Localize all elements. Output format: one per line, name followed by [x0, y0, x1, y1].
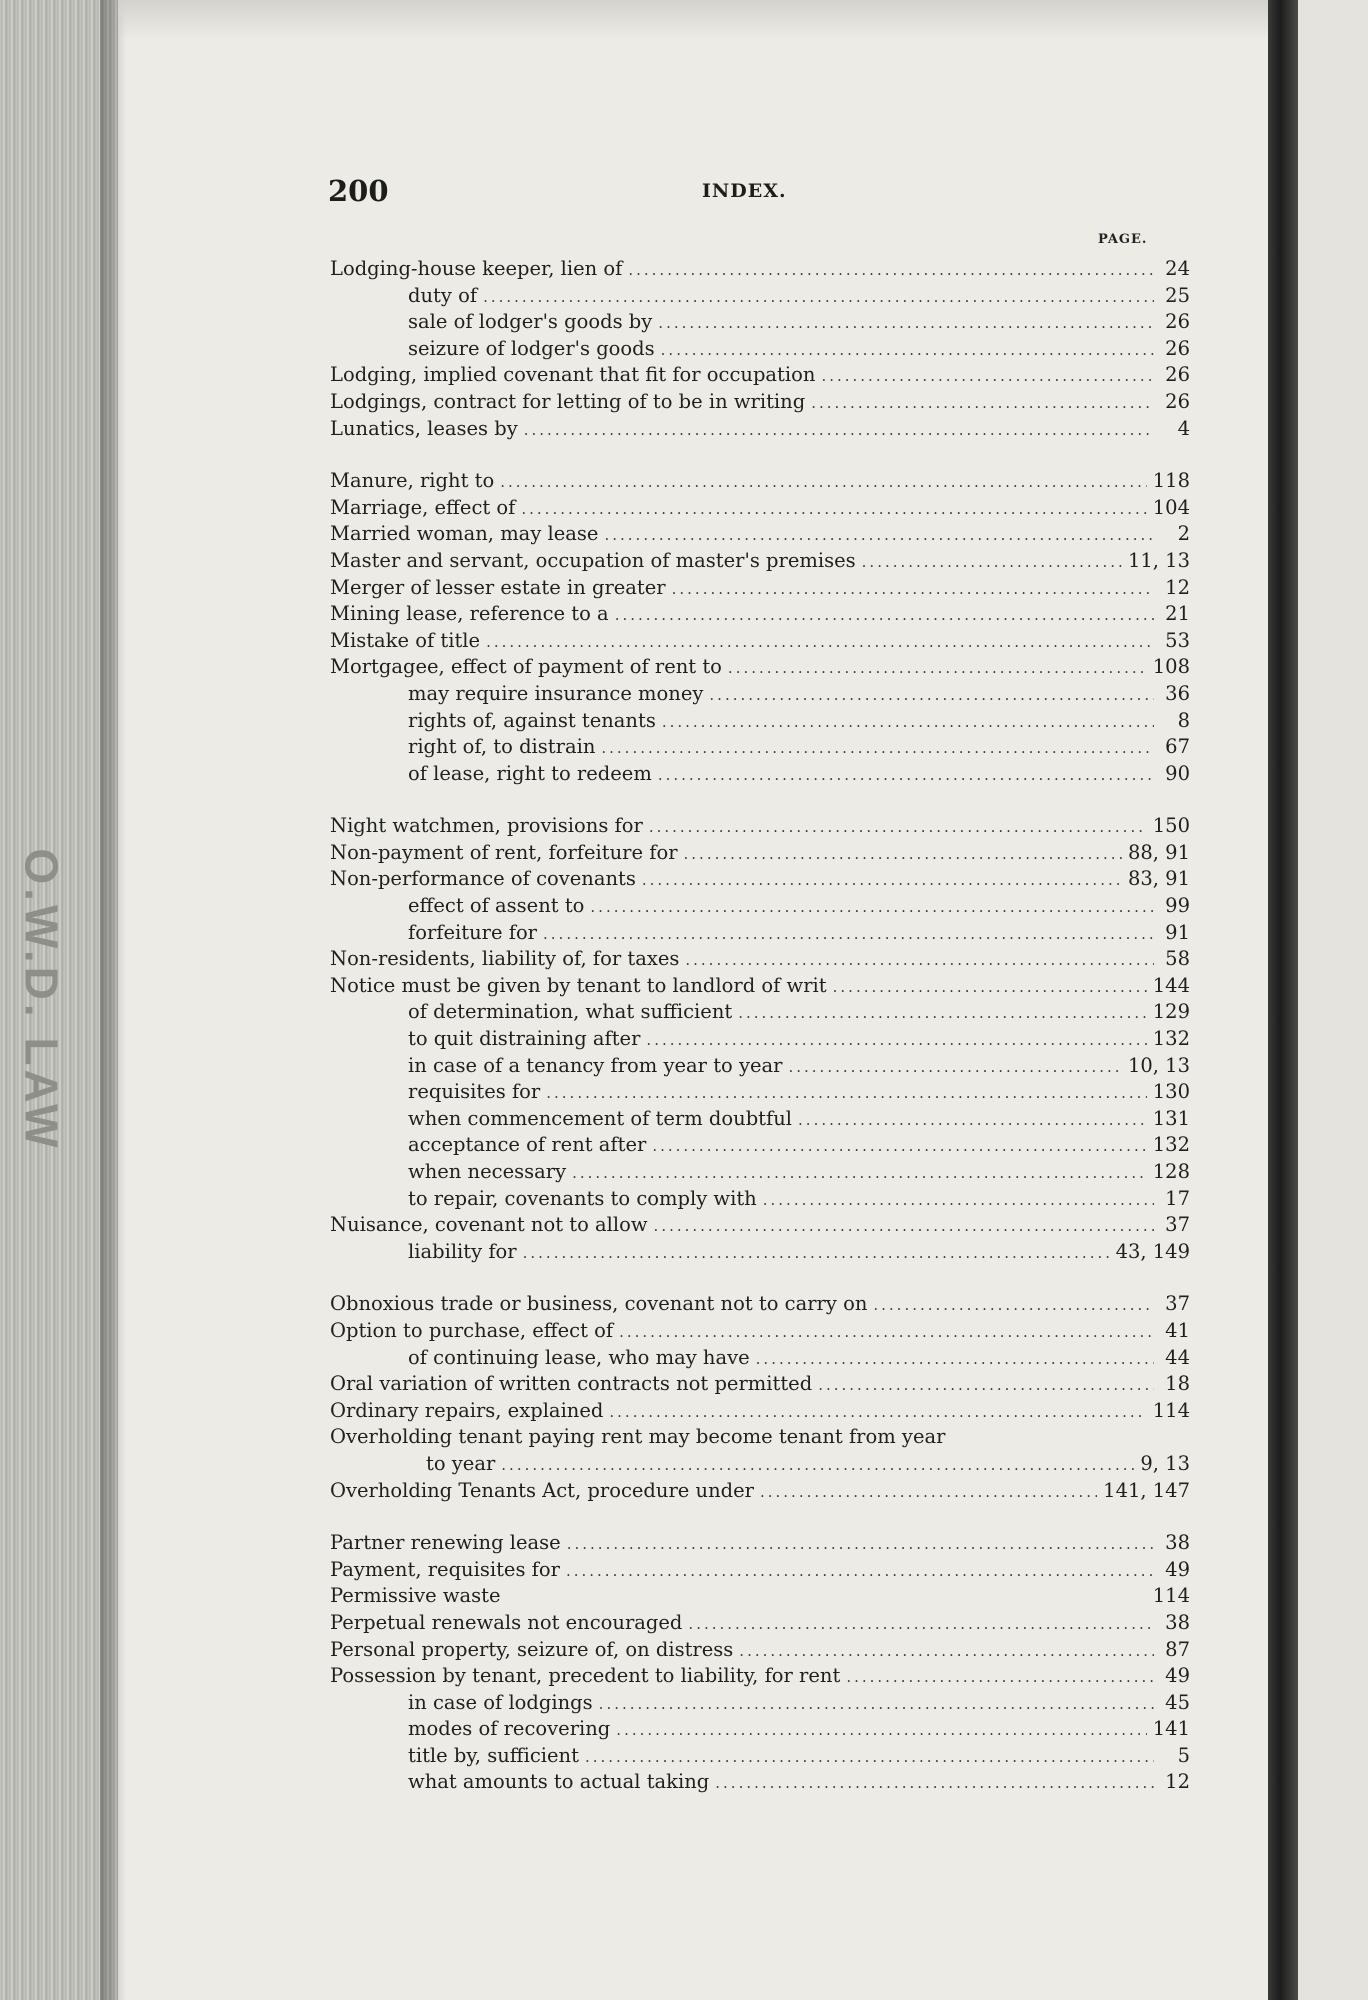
index-entry	[330, 920, 1190, 947]
index-entry	[330, 1318, 1190, 1345]
page-header	[328, 174, 1188, 218]
index-entry	[330, 1663, 1190, 1690]
entry-text: Master and servant, occupation of master's premises	[330, 548, 856, 572]
index-entry	[330, 1159, 1190, 1186]
index-entry	[330, 1557, 1190, 1584]
leader-dots	[572, 1160, 1147, 1187]
entry-text: Lodgings, contract for letting of to be in writing	[330, 389, 806, 413]
leader-dots	[763, 1187, 1154, 1214]
leader-dots	[599, 1691, 1154, 1718]
page-column-heading: PAGE.	[1098, 232, 1148, 247]
index-entry	[330, 1212, 1190, 1239]
entry-page-ref: 114	[1152, 1398, 1190, 1422]
index-entry	[330, 866, 1190, 893]
entry-text: effect of assent to	[408, 894, 585, 918]
entry-page-ref: 37	[1165, 1292, 1190, 1316]
index-entry	[330, 1610, 1190, 1637]
index-entry	[330, 1371, 1190, 1398]
page-gutter	[1268, 0, 1298, 2000]
entry-page-ref: 18	[1165, 1372, 1190, 1396]
running-head: INDEX.	[702, 180, 787, 202]
leader-dots	[585, 1744, 1154, 1771]
index-entries	[330, 256, 1190, 1796]
entry-text: Non-performance of covenants	[330, 867, 636, 891]
leader-dots	[798, 1107, 1147, 1134]
entry-text: of lease, right to redeem	[408, 761, 652, 785]
entry-text: Oral variation of written contracts not permitted	[330, 1372, 813, 1396]
leader-dots	[609, 1399, 1146, 1426]
leader-dots	[616, 1717, 1146, 1744]
entry-page-ref: 24	[1165, 257, 1190, 280]
entry-text: Partner renewing lease	[330, 1531, 561, 1555]
entry-text: Overholding tenant paying rent may become tenant from year	[330, 1425, 946, 1449]
leader-dots	[523, 1240, 1110, 1267]
index-entry	[330, 362, 1190, 389]
index-entry	[330, 1132, 1190, 1159]
index-entry	[330, 654, 1190, 681]
entry-page-ref: 129	[1152, 1000, 1190, 1024]
index-entry	[330, 601, 1190, 628]
entry-page-ref: 131	[1152, 1106, 1190, 1130]
leader-dots	[628, 257, 1154, 284]
index-entry	[330, 708, 1190, 735]
entry-page-ref: 5	[1177, 1743, 1190, 1767]
entry-page-ref: 83, 91	[1127, 867, 1190, 891]
index-entry	[330, 416, 1190, 443]
entry-page-ref: 45	[1165, 1690, 1190, 1714]
leader-dots	[615, 602, 1154, 629]
entry-text: requisites for	[408, 1080, 541, 1104]
leader-dots	[604, 522, 1154, 549]
index-entry	[330, 973, 1190, 1000]
index-entry	[330, 1530, 1190, 1557]
entry-page-ref: 17	[1165, 1186, 1190, 1210]
index-entry	[330, 893, 1190, 920]
index-entry	[330, 336, 1190, 363]
leader-dots	[661, 337, 1154, 364]
leader-dots	[642, 867, 1122, 894]
leader-dots	[738, 1000, 1147, 1027]
leader-dots	[486, 629, 1154, 656]
entry-text: sale of lodger's goods by	[408, 310, 653, 334]
entry-page-ref: 21	[1165, 602, 1190, 626]
leader-dots	[658, 310, 1154, 337]
entry-page-ref: 26	[1165, 310, 1190, 334]
entry-page-ref: 49	[1165, 1664, 1190, 1688]
entry-page-ref: 37	[1165, 1213, 1190, 1237]
entry-text: Mortgagee, effect of payment of rent to	[330, 655, 722, 679]
leader-dots	[566, 1558, 1154, 1585]
entry-text: Lodging-house keeper, lien of	[330, 257, 623, 280]
leader-dots	[654, 1213, 1154, 1240]
index-entry	[330, 1345, 1190, 1372]
leader-dots	[684, 841, 1122, 868]
entry-text: in case of lodgings	[408, 1690, 593, 1714]
entry-page-ref: 38	[1165, 1531, 1190, 1555]
entry-page-ref: 128	[1152, 1160, 1190, 1183]
spine-text: O.W.D. LAW	[16, 848, 69, 1152]
entry-page-ref: 2	[1177, 522, 1190, 546]
index-entry	[330, 495, 1190, 522]
entry-text: right of, to distrain	[408, 735, 596, 759]
entry-text: Mistake of title	[330, 628, 481, 652]
entry-page-ref: 38	[1165, 1610, 1190, 1634]
facing-page-edge	[1298, 0, 1368, 2000]
entry-page-ref: 104	[1152, 495, 1190, 519]
entry-page-ref: 53	[1165, 628, 1190, 652]
leader-dots	[672, 576, 1154, 603]
leader-dots	[601, 735, 1154, 762]
index-entry	[330, 1743, 1190, 1770]
entry-text: may require insurance money	[408, 681, 704, 705]
entry-text: Marriage, effect of	[330, 495, 516, 519]
entry-text: what amounts to actual taking	[408, 1770, 710, 1794]
entry-page-ref: 9, 13	[1140, 1451, 1190, 1475]
entry-text: of determination, what sufficient	[408, 1000, 733, 1024]
entry-text: Personal property, seizure of, on distress	[330, 1637, 734, 1661]
index-entry	[330, 1398, 1190, 1425]
entry-text: Merger of lesser estate in greater	[330, 575, 666, 599]
leader-dots	[818, 1372, 1154, 1399]
index-entry	[330, 761, 1190, 788]
leader-dots	[546, 1080, 1147, 1107]
leader-dots	[649, 814, 1147, 841]
entry-page-ref: 58	[1165, 947, 1190, 971]
index-entry	[330, 946, 1190, 973]
entry-text: liability for	[408, 1239, 517, 1263]
index-entry	[330, 813, 1190, 840]
entry-page-ref: 25	[1165, 283, 1190, 307]
leader-dots	[788, 1054, 1121, 1081]
entry-page-ref: 26	[1165, 363, 1190, 387]
leader-dots	[524, 417, 1154, 444]
entry-text: title by, sufficient	[408, 1743, 579, 1767]
entry-text: Mining lease, reference to a	[330, 602, 609, 626]
leader-dots	[873, 1292, 1154, 1319]
index-entry	[330, 1106, 1190, 1133]
leader-dots	[821, 363, 1154, 390]
entry-page-ref: 141	[1152, 1717, 1190, 1741]
index-entry	[330, 309, 1190, 336]
entry-page-ref: 8	[1177, 708, 1190, 732]
index-entry	[330, 283, 1190, 310]
index-entry	[330, 1186, 1190, 1213]
entry-text: Ordinary repairs, explained	[330, 1398, 604, 1422]
leader-dots	[862, 549, 1122, 576]
entry-page-ref: 36	[1165, 681, 1190, 705]
entry-page-ref: 91	[1165, 920, 1190, 944]
leader-dots	[567, 1531, 1154, 1558]
index-entry	[330, 628, 1190, 655]
index-entry	[330, 1716, 1190, 1743]
entry-page-ref: 114	[1152, 1584, 1190, 1608]
leader-dots	[688, 1611, 1154, 1638]
entry-page-ref: 49	[1165, 1557, 1190, 1581]
leader-dots	[483, 284, 1154, 311]
index-entry	[330, 1690, 1190, 1717]
index-entry	[330, 521, 1190, 548]
entry-page-ref: 43, 149	[1115, 1239, 1190, 1263]
entry-text: Non-payment of rent, forfeiture for	[330, 840, 678, 864]
index-entry	[330, 1583, 1190, 1610]
entry-text: to quit distraining after	[408, 1027, 641, 1051]
entry-page-ref: 87	[1165, 1637, 1190, 1661]
index-entry	[330, 1026, 1190, 1053]
entry-page-ref: 10, 13	[1127, 1053, 1190, 1077]
leader-dots	[728, 655, 1147, 682]
entry-text: Option to purchase, effect of	[330, 1318, 614, 1342]
leader-dots	[619, 1319, 1154, 1346]
entry-page-ref: 132	[1152, 1027, 1190, 1051]
entry-text: modes of recovering	[408, 1717, 611, 1741]
entry-page-ref: 90	[1165, 761, 1190, 785]
leader-dots	[652, 1133, 1146, 1160]
entry-text: Lunatics, leases by	[330, 416, 518, 440]
index-entry	[330, 1451, 1190, 1478]
entry-page-ref: 88, 91	[1127, 840, 1190, 864]
index-entry	[330, 999, 1190, 1026]
entry-text: when commencement of term doubtful	[408, 1106, 793, 1130]
leader-dots	[756, 1346, 1154, 1373]
leader-dots	[739, 1638, 1154, 1665]
page-number: 200	[328, 174, 389, 208]
entry-page-ref: 99	[1165, 894, 1190, 918]
index-entry	[330, 1291, 1190, 1318]
leader-dots	[685, 947, 1154, 974]
index-entry	[330, 1053, 1190, 1080]
leader-dots	[846, 1664, 1154, 1691]
entry-page-ref: 118	[1152, 469, 1190, 493]
index-entry	[330, 1769, 1190, 1796]
index-entry	[330, 1079, 1190, 1106]
entry-text: seizure of lodger's goods	[408, 336, 655, 360]
index-entry	[330, 468, 1190, 495]
entry-page-ref: 41	[1165, 1318, 1190, 1342]
entry-page-ref: 44	[1165, 1345, 1190, 1369]
entry-text: Perpetual renewals not encouraged	[330, 1610, 683, 1634]
entry-page-ref: 26	[1165, 336, 1190, 360]
top-shade	[118, 0, 1268, 40]
index-entry	[330, 681, 1190, 708]
edge-shadow	[100, 0, 126, 2000]
index-entry	[330, 1637, 1190, 1664]
entry-text: forfeiture for	[408, 920, 538, 944]
entry-text: Overholding Tenants Act, procedure under	[330, 1478, 754, 1502]
entry-text: Non-residents, liability of, for taxes	[330, 947, 680, 971]
entry-text: to repair, covenants to comply with	[408, 1186, 757, 1210]
leader-dots	[646, 1027, 1146, 1054]
index-entry	[330, 840, 1190, 867]
leader-dots	[543, 921, 1154, 948]
entry-page-ref: 141, 147	[1103, 1478, 1190, 1502]
entry-page-ref: 11, 13	[1127, 548, 1190, 572]
entry-text: to year	[426, 1451, 496, 1475]
entry-text: rights of, against tenants	[408, 708, 656, 732]
leader-dots	[833, 974, 1147, 1001]
leader-dots	[521, 496, 1146, 523]
entry-text: Payment, requisites for	[330, 1557, 560, 1581]
entry-text: Lodging, implied covenant that fit for occupation	[330, 363, 816, 387]
entry-page-ref: 12	[1165, 575, 1190, 599]
entry-text: in case of a tenancy from year to year	[408, 1053, 783, 1077]
leader-dots	[500, 469, 1147, 496]
entry-text: acceptance of rent after	[408, 1133, 647, 1157]
index-entry	[330, 734, 1190, 761]
entry-page-ref: 67	[1165, 735, 1190, 759]
entry-text: Notice must be given by tenant to landlord of writ	[330, 973, 827, 997]
leader-dots	[662, 709, 1154, 736]
entry-page-ref: 4	[1177, 416, 1190, 440]
index-entry	[330, 575, 1190, 602]
leader-dots	[501, 1452, 1134, 1479]
entry-text: Nuisance, covenant not to allow	[330, 1213, 648, 1237]
entry-page-ref: 150	[1152, 814, 1190, 838]
entry-text: Manure, right to	[330, 469, 495, 493]
entry-page-ref: 12	[1165, 1770, 1190, 1794]
index-entry	[330, 1424, 1190, 1451]
spine-label	[16, 848, 69, 1152]
leader-dots	[709, 682, 1154, 709]
leader-dots	[760, 1479, 1097, 1506]
entry-page-ref: 132	[1152, 1133, 1190, 1157]
entry-page-ref: 108	[1152, 655, 1190, 679]
index-entry	[330, 548, 1190, 575]
entry-text: when necessary	[408, 1160, 567, 1183]
entry-text: Night watchmen, provisions for	[330, 814, 643, 838]
entry-page-ref: 144	[1152, 973, 1190, 997]
index-entry	[330, 1239, 1190, 1266]
index-entry	[330, 256, 1190, 283]
leader-dots	[590, 894, 1154, 921]
leader-dots	[658, 762, 1154, 789]
entry-page-ref: 130	[1152, 1080, 1190, 1104]
entry-text: duty of	[408, 283, 478, 307]
leader-dots	[811, 390, 1154, 417]
entry-text: Obnoxious trade or business, covenant not to carry on	[330, 1292, 868, 1316]
entry-page-ref: 26	[1165, 389, 1190, 413]
leader-dots	[715, 1770, 1154, 1797]
entry-text: Possession by tenant, precedent to liability, for rent	[330, 1664, 841, 1688]
entry-text: Permissive waste	[330, 1584, 501, 1608]
entry-text: Married woman, may lease	[330, 522, 599, 546]
index-entry	[330, 1478, 1190, 1505]
index-entry	[330, 389, 1190, 416]
entry-text: of continuing lease, who may have	[408, 1345, 750, 1369]
